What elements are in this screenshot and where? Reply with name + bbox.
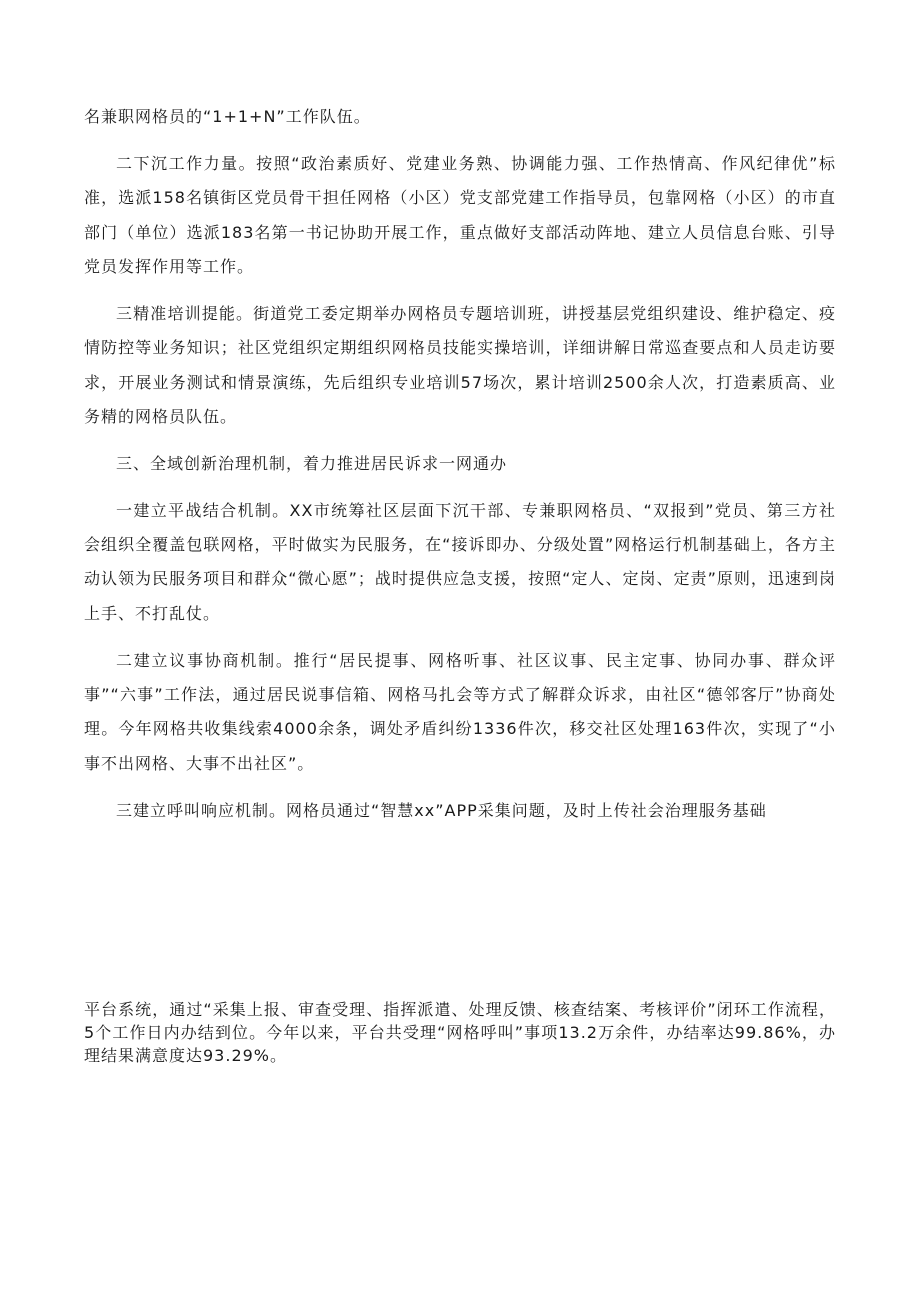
paragraph-consultation-mechanism: 二建立议事协商机制。推行“居民提事、网格听事、社区议事、民主定事、协同办事、群众评事”“六事”工作法，通过居民说事信箱、网格马扎会等方式了解群众诉求，由社区“德邻客厅”协商处理。今年网格共收集线索4000余条，调处矛盾纠纷1336件次，移交社区处理163件次，实现了“小事不出网格、大事不出社区”。: [84, 650, 836, 773]
paragraph-peace-war-mechanism: 一建立平战结合机制。XX市统筹社区层面下沉干部、专兼职网格员、“双报到”党员、第三方社会组织全覆盖包联网格，平时做实为民服务，在“接诉即办、分级处置”网格运行机制基础上，各方主动认领为民服务项目和群众“微心愿”；战时提供应急支援，按照“定人、定岗、定责”原则，迅速到岗上手、不打乱仗。: [84, 500, 836, 623]
paragraph-training: 三精准培训提能。街道党工委定期举办网格员专题培训班，讲授基层党组织建设、维护稳定、疫情防控等业务知识；社区党组织定期组织网格员技能实操培训，详细讲解日常巡查要点和人员走访要求，开展业务测试和情景演练，先后组织专业培训57场次，累计培训2500余人次，打造素质高、业务精的网格员队伍。: [84, 303, 836, 427]
section-heading: 三、全域创新治理机制，着力推进居民诉求一网通办: [116, 453, 508, 473]
document-tail: [84, 998, 836, 1067]
paragraph-deploy-workforce: 二下沉工作力量。按照“政治素质好、党建业务熟、协调能力强、工作热情高、作风纪律优”标准，选派158名镇街区党员骨干担任网格（小区）党支部党建工作指导员，包靠网格（小区）的市直部门（单位）选派183名第一书记协助开展工作，重点做好支部活动阵地、建立人员信息台账、引导党员发挥作用等工作。: [84, 153, 836, 277]
paragraph-call-response-mechanism: 三建立呼叫响应机制。网格员通过“智慧xx”APP采集问题，及时上传社会治理服务基础: [116, 800, 767, 820]
paragraph-continued: 名兼职网格员的“1+1+N”工作队伍。: [84, 107, 371, 126]
document-body: [84, 100, 836, 828]
paragraph-call-response-continuation: 平台系统，通过“采集上报、审查受理、指挥派遣、处理反馈、核查结案、考核评价”闭环工作流程，5个工作日内办结到位。今年以来，平台共受理“网格呼叫”事项13.2万余件，办结率达99.86%，办理结果满意度达93.29%。: [84, 1000, 836, 1065]
